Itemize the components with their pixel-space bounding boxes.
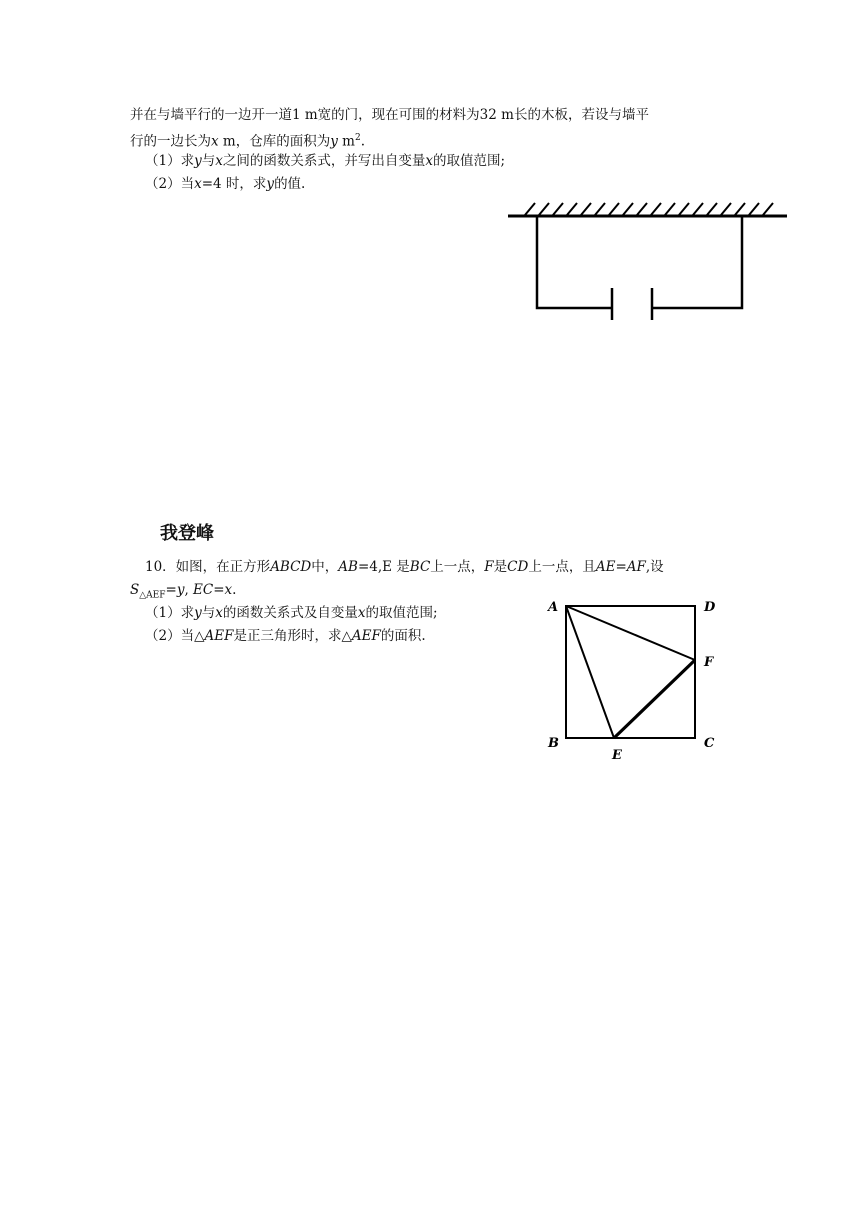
section-heading: 我登峰	[160, 523, 214, 544]
fence-left	[537, 216, 612, 308]
label-b: B	[548, 736, 559, 751]
square-figure	[540, 592, 725, 764]
label-f: F	[704, 655, 714, 670]
warehouse-figure	[505, 198, 790, 323]
problem9-line2: 行的一边长为x m，仓库的面积为y $m^2$.	[130, 133, 365, 150]
label-c: C	[704, 736, 715, 751]
problem10-question1: （1）求y与x的函数关系式及自变量x的取值范围;	[145, 605, 438, 621]
problem10-line1: 10．如图，在正方形ABCD中，AB=4,E 是BC上一点，F是CD上一点，且AE=AF,设	[145, 559, 664, 575]
problem10-question2: （2）当△AEF是正三角形时，求△AEF的面积.	[145, 628, 426, 644]
problem9-line1: 并在与墙平行的一边开一道1 m宽的门，现在可围的材料为32 m长的木板，若设与墙平	[130, 107, 649, 123]
wall-hatching	[525, 203, 773, 215]
square-abcd	[566, 606, 695, 738]
problem10-line2: $S_{\triangle AEF}=y$, EC=x.	[130, 582, 237, 601]
label-d: D	[704, 600, 716, 615]
label-e: E	[612, 748, 622, 763]
segment-ae	[566, 606, 614, 738]
fence-right	[652, 216, 742, 308]
segment-ef	[614, 660, 695, 738]
problem9-question1: （1）求y与x之间的函数关系式，并写出自变量x的取值范围;	[145, 153, 506, 169]
segment-af	[566, 606, 695, 660]
label-a: A	[548, 600, 559, 615]
problem9-question2: （2）当x=4 时，求y的值.	[145, 176, 306, 192]
